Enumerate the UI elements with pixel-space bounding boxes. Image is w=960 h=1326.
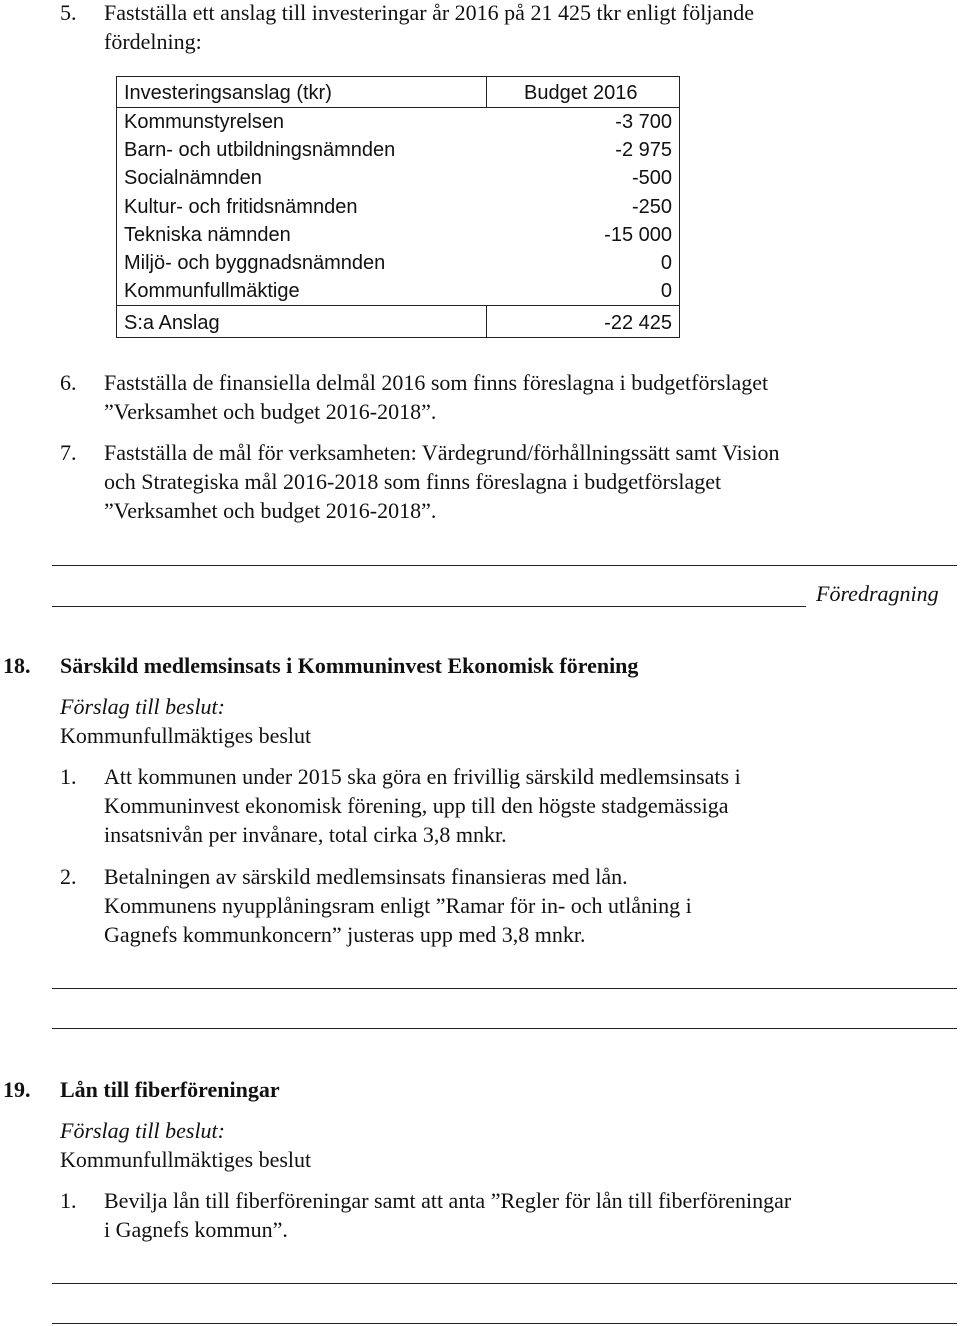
section-19-item-1-number: 1. [60,1188,77,1213]
divider-line [52,565,957,566]
section-18-item-1-line-3: insatsnivån per invånare, total cirka 3,8 mnkr. [104,822,507,847]
row-label: Socialnämnden [124,167,262,190]
table-row [116,221,680,249]
section-18-item-2-line-3: Gagnefs kommunkoncern” justeras upp med 3,8 mnkr. [104,922,586,947]
row-value: -250 [631,195,672,218]
table-header-label: Investeringsanslag (tkr) [124,82,332,104]
item-7-number: 7. [60,440,77,465]
table-row [116,108,680,136]
row-value: 0 [660,251,672,274]
budget-table [116,76,680,338]
row-label: Kommunstyrelsen [124,111,285,133]
section-18-item-2-line-2: Kommunens nyupplåningsram enligt ”Ramar för in- och utlåning i [104,893,692,918]
row-label: Kommunfullmäktige [124,280,300,303]
section-18-proposal-label: Förslag till beslut: [60,694,225,719]
section-19-item-1-line-1: Bevilja lån till fiberföreningar samt att anta ”Regler för lån till fiberföreningar [104,1188,792,1213]
section-18-number: 18. [3,653,31,678]
item-6-line-2: ”Verksamhet och budget 2016-2018”. [104,399,437,424]
table-row [116,136,680,164]
item-5-line-2: fördelning: [104,29,202,54]
section-18-item-1-line-2: Kommuninvest ekonomisk förening, upp till den högste stadgemässiga [104,793,729,818]
foredragning-label: Föredragning [816,581,939,606]
blank-line-4 [52,1323,957,1324]
blank-line-1 [52,988,957,989]
section-19-item-1-line-2: i Gagnefs kommun”. [104,1217,288,1242]
table-total-value: -22 425 [604,312,672,334]
row-value: -2 975 [615,139,672,162]
item-6-number: 6. [60,370,77,395]
blank-line-3 [52,1283,957,1284]
row-value: -15 000 [604,223,672,246]
table-row [116,277,680,305]
signature-line [52,606,806,607]
item-7-line-2: och Strategiska mål 2016-2018 som finns föreslagna i budgetförslaget [104,469,722,494]
blank-line-2 [52,1028,957,1029]
item-6-line-1: Fastställa de finansiella delmål 2016 som finns föreslagna i budgetförslaget [104,370,769,395]
section-18-title: Särskild medlemsinsats i Kommuninvest Ekonomisk förening [60,653,639,678]
section-19-decision-label: Kommunfullmäktiges beslut [60,1147,312,1172]
table-row [116,164,680,192]
row-label: Tekniska nämnden [124,223,291,246]
table-row [116,249,680,277]
row-label: Miljö- och byggnadsnämnden [124,251,386,274]
item-7-line-3: ”Verksamhet och budget 2016-2018”. [104,498,437,523]
table-row [116,193,680,221]
row-value: 0 [660,280,672,303]
table-rows [116,108,680,305]
section-19-proposal-label: Förslag till beslut: [60,1118,225,1143]
row-value: -500 [631,167,672,190]
row-label: Kultur- och fritidsnämnden [124,195,358,218]
table-total-label: S:a Anslag [124,312,220,334]
section-18-item-2-number: 2. [60,864,77,889]
item-5-number: 5. [60,0,77,25]
section-18-decision-label: Kommunfullmäktiges beslut [60,723,312,748]
section-18-item-1-line-1: Att kommunen under 2015 ska göra en frivillig särskild medlemsinsats i [104,764,741,789]
section-18-item-2-line-1: Betalningen av särskild medlemsinsats finansieras med lån. [104,864,628,889]
row-label: Barn- och utbildningsnämnden [124,139,396,162]
section-19-title: Lån till fiberföreningar [60,1077,280,1102]
row-value: -3 700 [615,111,672,133]
section-19-number: 19. [3,1077,31,1102]
section-18-item-1-number: 1. [60,764,77,789]
item-5-line-1: Fastställa ett anslag till investeringar år 2016 på 21 425 tkr enligt följande [104,0,755,25]
item-7-line-1: Fastställa de mål för verksamheten: Värdegrund/förhållningssätt samt Vision [104,440,780,465]
table-header-value: Budget 2016 [524,82,638,104]
